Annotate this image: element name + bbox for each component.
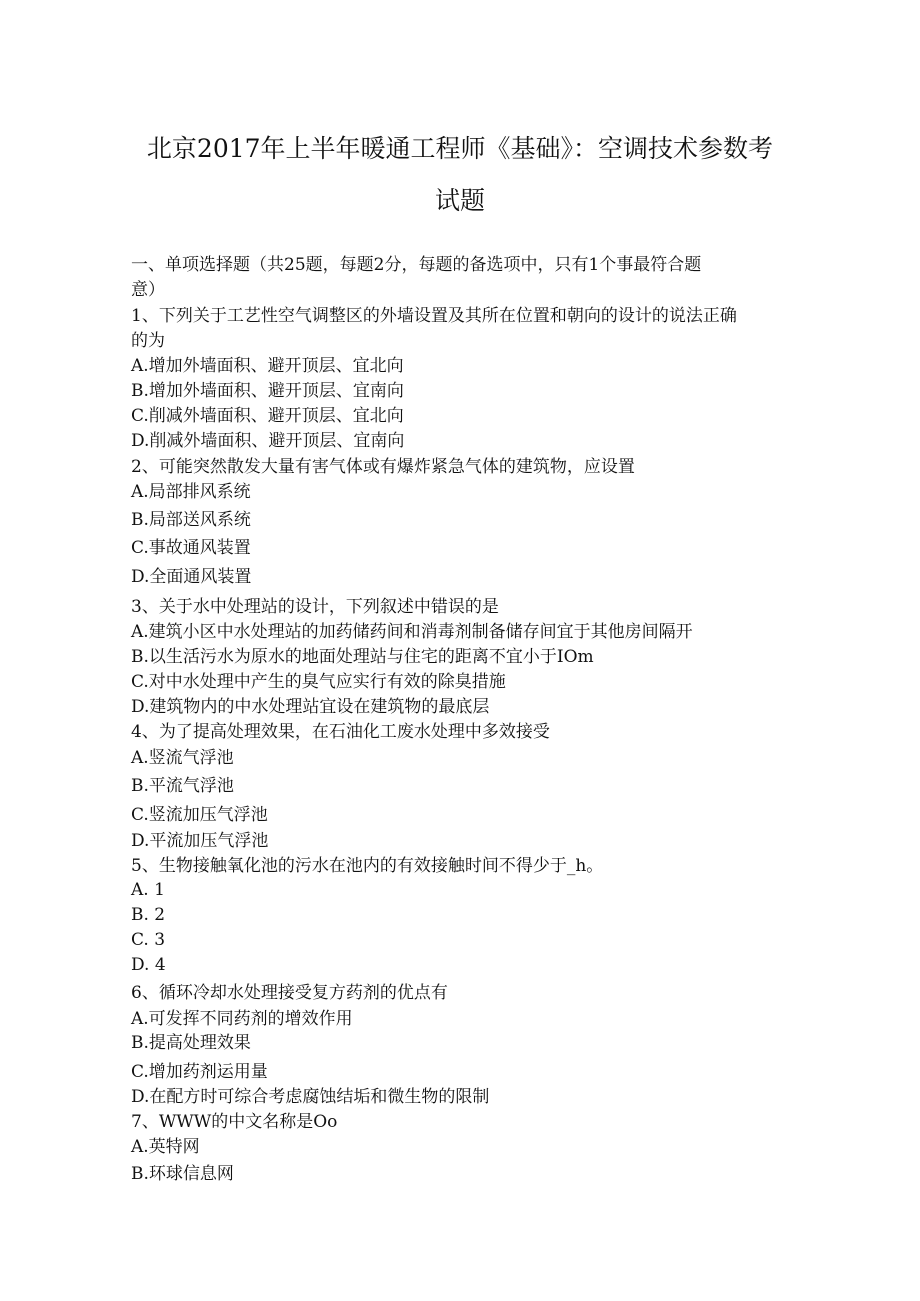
question-1-option-c: C.削减外墙面积、避开顶层、宜北向 [131,406,404,426]
question-2-option-d: D.全面通风装置 [131,567,252,587]
question-4-option-d: D.平流加压气浮池 [131,831,269,851]
question-6-stem: 6、循环冷却水处理接受复方药剂的优点有 [131,983,448,1003]
question-2-option-c: C.事故通风装置 [131,538,251,558]
question-3-stem: 3、关于水中处理站的设计，下列叙述中错误的是 [131,597,499,617]
question-6-option-d: D.在配方时可综合考虑腐蚀结垢和微生物的限制 [131,1087,490,1107]
question-1-stem-line-2: 的为 [131,331,165,351]
question-5-option-c: C. 3 [131,930,166,950]
question-6-option-c: C.增加药剂运用量 [131,1062,268,1082]
question-6-option-b: B.提高处理效果 [131,1033,251,1053]
document-title-line-1: 北京2017年上半年暖通工程师《基础》：空调技术参数考 [146,134,774,163]
question-3-option-c: C.对中水处理中产生的臭气应实行有效的除臭措施 [131,672,506,692]
question-7-option-a: A.英特网 [131,1137,200,1157]
question-5-option-a: A. 1 [131,880,165,900]
question-5-option-d: D. 4 [131,955,166,975]
question-3-option-b: B.以生活污水为原水的地面处理站与住宅的距离不宜小于IOm [131,647,594,667]
question-2-stem: 2、可能突然散发大量有害气体或有爆炸紧急气体的建筑物，应设置 [131,457,635,477]
question-7-option-b: B.环球信息网 [131,1164,234,1184]
question-1-option-a: A.增加外墙面积、避开顶层、宜北向 [131,356,404,376]
question-5-option-b: B. 2 [131,905,166,925]
question-2-option-b: B.局部送风系统 [131,510,251,530]
question-4-option-c: C.竖流加压气浮池 [131,805,268,825]
question-4-option-a: A.竖流气浮池 [131,748,234,768]
question-3-option-d: D.建筑物内的中水处理站宜设在建筑物的最底层 [131,697,490,717]
question-2-option-a: A.局部排风系统 [131,482,251,502]
question-5-stem: 5、生物接触氧化池的污水在池内的有效接触时间不得少于_h。 [131,856,604,876]
document-title-line-2: 试题 [434,186,485,215]
question-6-option-a: A.可发挥不同药剂的增效作用 [131,1009,353,1029]
question-4-option-b: B.平流气浮池 [131,776,234,796]
question-1-option-d: D.削减外墙面积、避开顶层、宜南向 [131,431,405,451]
section-heading-line-2: 意） [131,280,165,300]
question-1-option-b: B.增加外墙面积、避开顶层、宜南向 [131,381,404,401]
question-7-stem: 7、WWW的中文名称是Oo [131,1112,338,1132]
question-3-option-a: A.建筑小区中水处理站的加药储药间和消毒剂制备储存间宜于其他房间隔开 [131,622,693,642]
question-1-stem-line-1: 1、下列关于工艺性空气调整区的外墙设置及其所在位置和朝向的设计的说法正确 [131,306,737,326]
section-heading-line-1: 一、单项选择题（共25题，每题2分，每题的备选项中，只有1个事最符合题 [131,255,702,275]
question-4-stem: 4、为了提高处理效果，在石油化工废水处理中多效接受 [131,722,550,742]
